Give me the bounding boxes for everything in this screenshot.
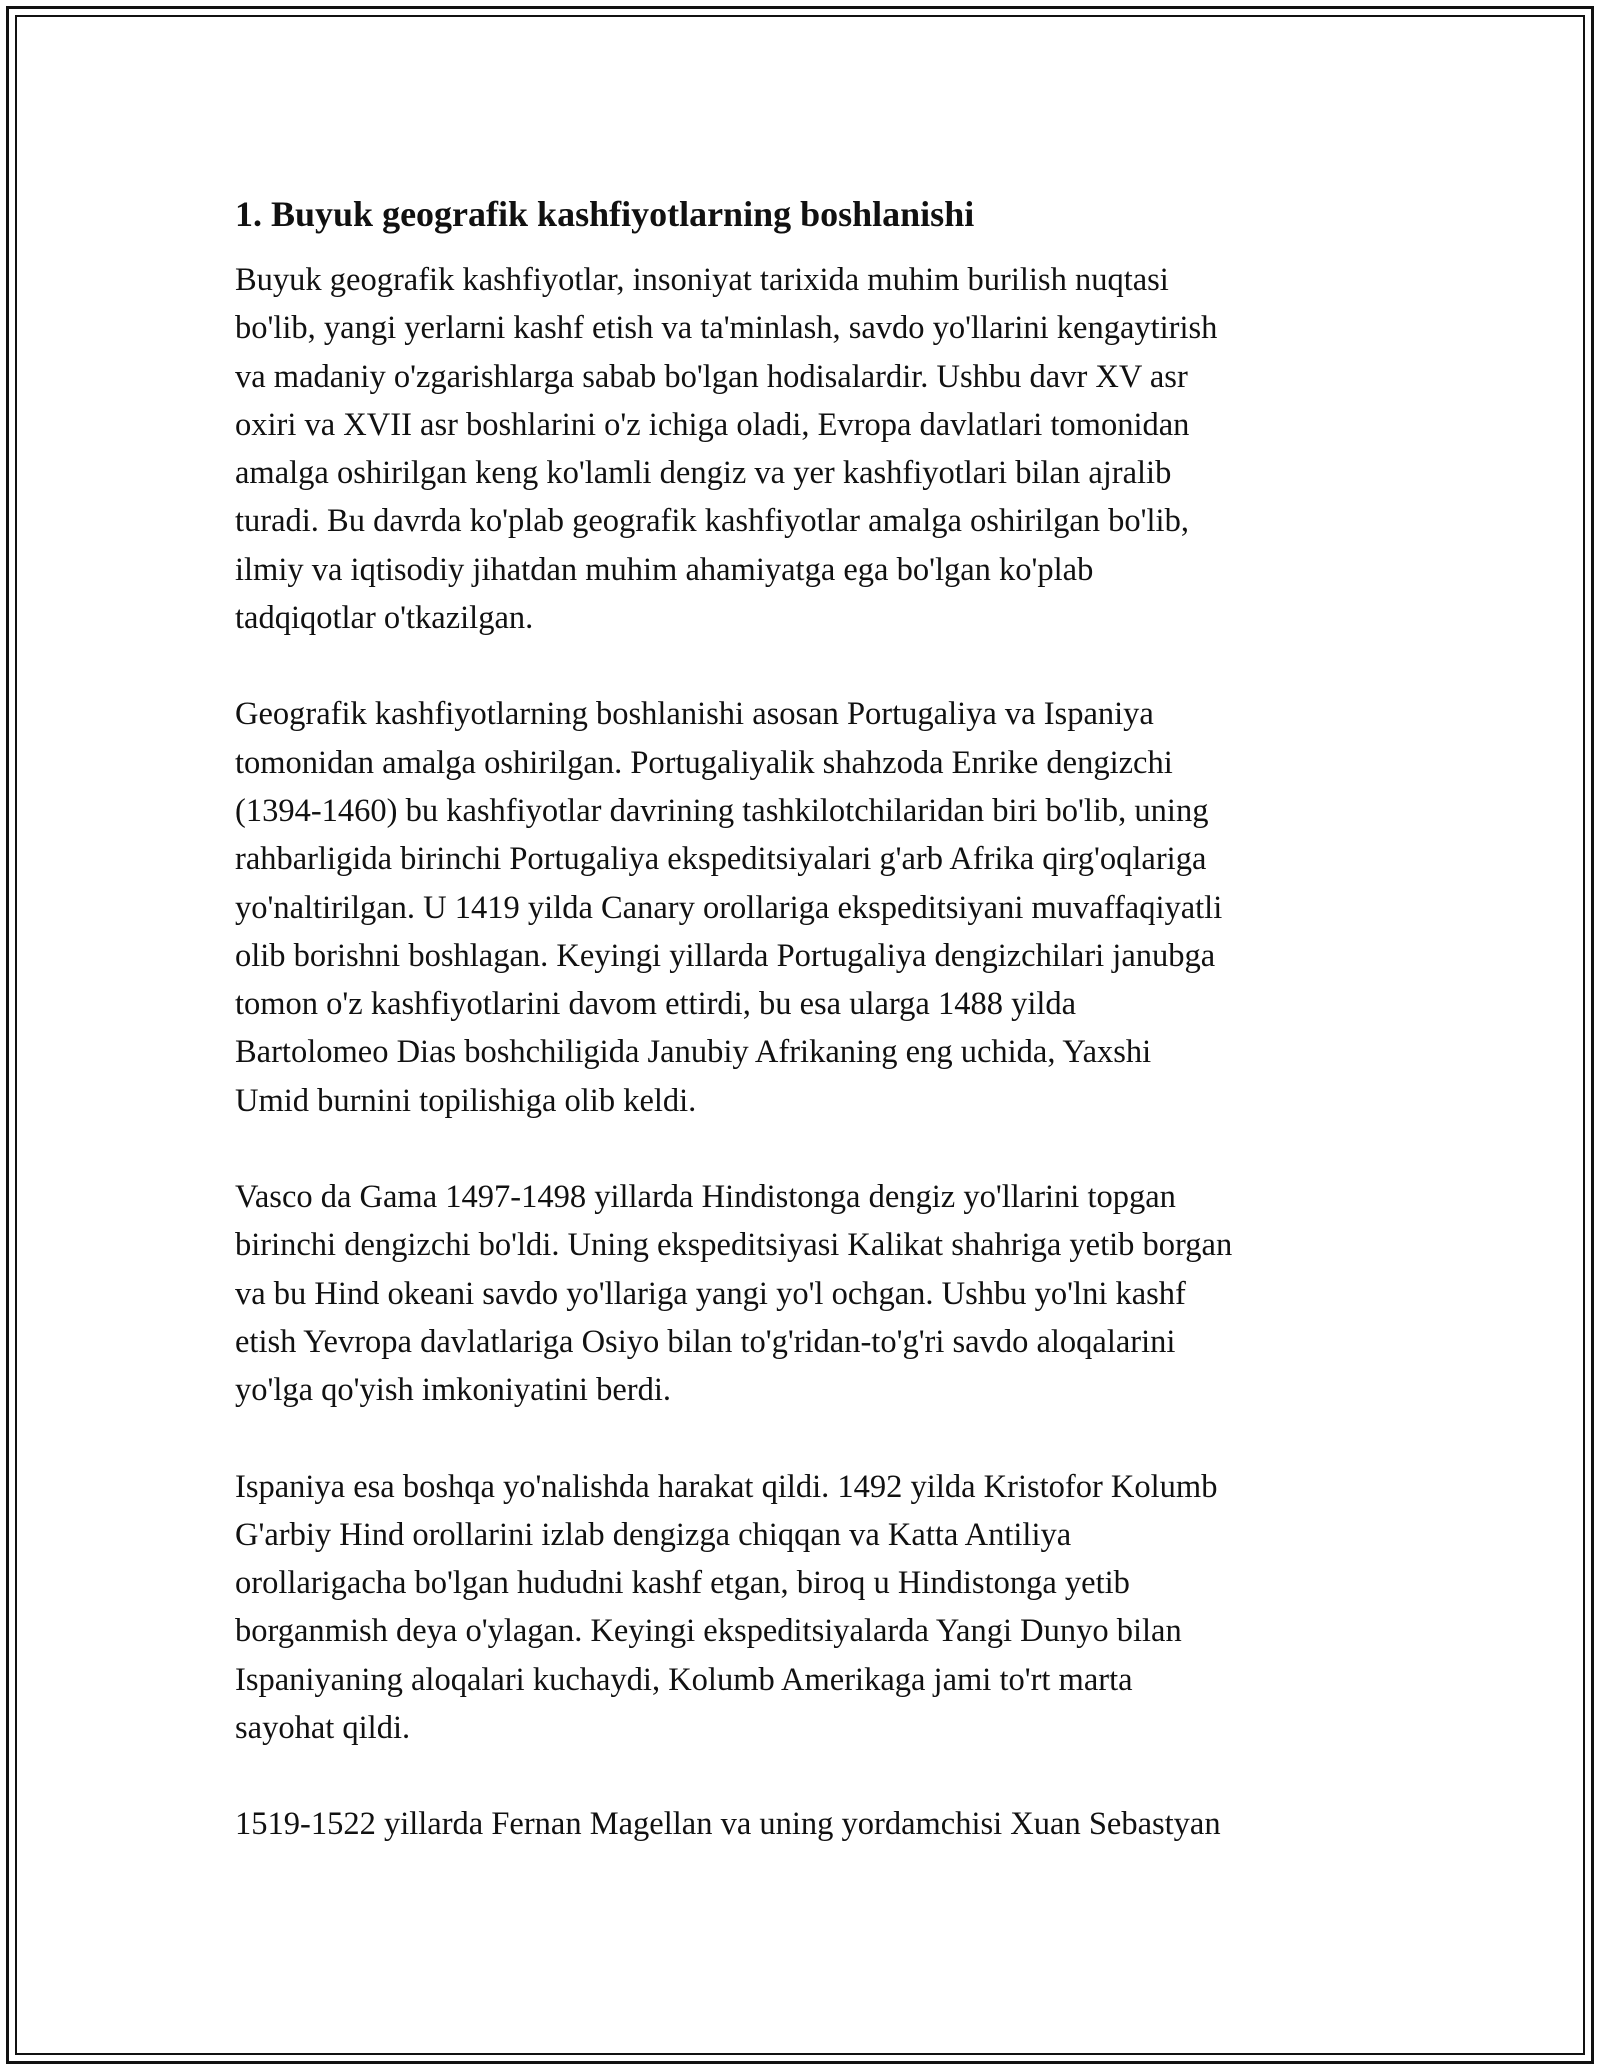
- paragraph-line: tomonidan amalga oshirilgan. Portugaliyalik shahzoda Enrike dengizchi: [235, 744, 1173, 781]
- paragraph-line: bo'lib, yangi yerlarni kashf etish va ta'minlash, savdo yo'llarini kengaytirish: [235, 310, 1218, 347]
- paragraph-line: turadi. Bu davrda ko'plab geografik kashfiyotlar amalga oshirilgan bo'lib,: [235, 503, 1189, 540]
- paragraph-line: borganmish deya o'ylagan. Keyingi ekspeditsiyalarda Yangi Dunyo bilan: [235, 1613, 1182, 1650]
- document-body: [235, 190, 1375, 1897]
- paragraph-line: (1394-1460) bu kashfiyotlar davrining tashkilotchilaridan biri bo'lib, uning: [235, 792, 1209, 829]
- paragraph-line: ilmiy va iqtisodiy jihatdan muhim ahamiyatga ega bo'lgan ko'plab: [235, 551, 1094, 588]
- paragraph-line: birinchi dengizchi bo'ldi. Uning ekspeditsiyasi Kalikat shahriga yetib borgan: [235, 1227, 1233, 1264]
- paragraph-line: amalga oshirilgan keng ko'lamli dengiz va yer kashfiyotlari bilan ajralib: [235, 455, 1172, 492]
- paragraph-list: [235, 256, 1375, 1849]
- paragraph-line: Vasco da Gama 1497-1498 yillarda Hindistonga dengiz yo'llarini topgan: [235, 1179, 1176, 1216]
- paragraph-line: yo'naltirilgan. U 1419 yilda Canary orollariga ekspeditsiyani muvaffaqiyatli: [235, 889, 1223, 926]
- paragraph-line: Umid burnini topilishiga olib keldi.: [235, 1082, 697, 1119]
- paragraph-line: orollarigacha bo'lgan hududni kashf etgan, biroq u Hindistonga yetib: [235, 1565, 1130, 1602]
- paragraph-line: va madaniy o'zgarishlarga sabab bo'lgan hodisalardir. Ushbu davr XV asr: [235, 358, 1188, 395]
- paragraph-line: G'arbiy Hind orollarini izlab dengizga chiqqan va Katta Antiliya: [235, 1516, 1072, 1553]
- paragraph-line: olib borishni boshlagan. Keyingi yillarda Portugaliya dengizchilari janubga: [235, 937, 1216, 974]
- paragraph-line: tadqiqotlar o'tkazilgan.: [235, 600, 534, 637]
- paragraph-4: [235, 1463, 1375, 1753]
- paragraph-line: sayohat qildi.: [235, 1710, 411, 1747]
- paragraph-line: etish Yevropa davlatlariga Osiyo bilan to'g'ridan-to'g'ri savdo aloqalarini: [235, 1323, 1176, 1360]
- paragraph-line: oxiri va XVII asr boshlarini o'z ichiga oladi, Evropa davlatlari tomonidan: [235, 406, 1190, 443]
- paragraph-1: [235, 256, 1375, 642]
- paragraph-line: Ispaniyaning aloqalari kuchaydi, Kolumb Amerikaga jami to'rt marta: [235, 1661, 1133, 1698]
- paragraph-5: [235, 1800, 1375, 1848]
- paragraph-line: Ispaniya esa boshqa yo'nalishda harakat qildi. 1492 yilda Kristofor Kolumb: [235, 1468, 1218, 1505]
- paragraph-line: Geografik kashfiyotlarning boshlanishi asosan Portugaliya va Ispaniya: [235, 696, 1154, 733]
- paragraph-line: tomon o'z kashfiyotlarini davom ettirdi, bu esa ularga 1488 yilda: [235, 986, 1077, 1023]
- paragraph-line: 1519-1522 yillarda Fernan Magellan va uning yordamchisi Xuan Sebastyan: [235, 1806, 1221, 1843]
- paragraph-line: rahbarligida birinchi Portugaliya ekspeditsiyalari g'arb Afrika qirg'oqlariga: [235, 841, 1207, 878]
- paragraph-line: yo'lga qo'yish imkoniyatini berdi.: [235, 1372, 671, 1409]
- paragraph-line: Buyuk geografik kashfiyotlar, insoniyat tarixida muhim burilish nuqtasi: [235, 262, 1169, 298]
- paragraph-line: va bu Hind okeani savdo yo'llariga yangi yo'l ochgan. Ushbu yo'lni kashf: [235, 1275, 1186, 1312]
- section-heading: 1. Buyuk geografik kashfiyotlarning boshlanishi: [235, 194, 975, 234]
- paragraph-3: [235, 1173, 1375, 1414]
- paragraph-2: [235, 690, 1375, 1125]
- paragraph-line: Bartolomeo Dias boshchiligida Janubiy Afrikaning eng uchida, Yaxshi: [235, 1034, 1152, 1071]
